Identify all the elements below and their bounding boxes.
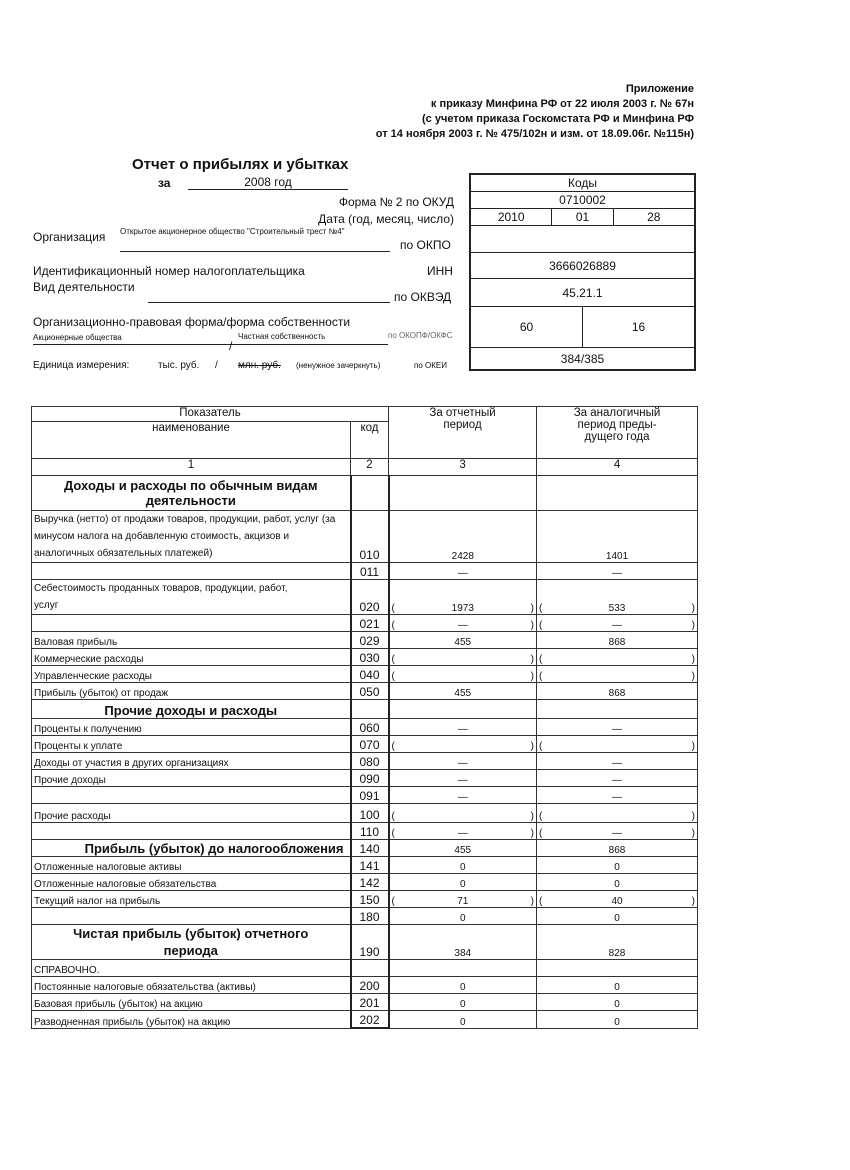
inn-text: Идентификационный номер налогоплательщика bbox=[33, 264, 305, 278]
paren-close: ) bbox=[530, 811, 535, 822]
value: 533 bbox=[608, 603, 626, 614]
row-previous bbox=[537, 649, 698, 666]
row-previous: — bbox=[537, 719, 698, 736]
row-code: 080 bbox=[351, 753, 389, 770]
codes-title-row bbox=[471, 175, 694, 192]
table-row bbox=[32, 823, 698, 840]
row-code: 190 bbox=[351, 925, 389, 960]
table-row bbox=[32, 632, 698, 649]
form-label: Форма № 2 по ОКУД bbox=[338, 195, 454, 209]
row-name bbox=[32, 908, 351, 925]
paren-close: ) bbox=[691, 654, 696, 665]
row-current: 0 bbox=[389, 1011, 537, 1029]
row-name: Управленческие расходы bbox=[32, 666, 351, 683]
unit-thousands: тыс. руб. bbox=[158, 360, 200, 371]
table-row bbox=[32, 804, 698, 823]
row-name: Себестоимость проданных товаров, продукции, работ, услуг bbox=[32, 580, 351, 615]
table-row bbox=[32, 719, 698, 736]
appendix-line: Приложение bbox=[625, 83, 694, 95]
row-name: Разводненная прибыль (убыток) на акцию bbox=[32, 1011, 351, 1029]
paren-close: ) bbox=[691, 620, 696, 631]
date-label: Дата (год, месяц, число) bbox=[318, 212, 454, 226]
row-current bbox=[389, 580, 537, 615]
row-code: 100 bbox=[351, 804, 389, 823]
row-code: 090 bbox=[351, 770, 389, 787]
col-number: 4 bbox=[537, 459, 698, 476]
paren-close: ) bbox=[530, 896, 535, 907]
row-current: 455 bbox=[389, 840, 537, 857]
header-current: За отчетный период bbox=[389, 407, 537, 459]
paren-open: ( bbox=[539, 741, 543, 752]
row-code: 142 bbox=[351, 874, 389, 891]
row-name: Прибыль (убыток) до налогообложения bbox=[32, 840, 351, 857]
row-name: Отложенные налоговые обязательства bbox=[32, 874, 351, 891]
row-previous: — bbox=[537, 787, 698, 804]
row-name: Доходы от участия в других организациях bbox=[32, 753, 351, 770]
row-code: 141 bbox=[351, 857, 389, 874]
row-current: — bbox=[389, 753, 537, 770]
table-row bbox=[32, 666, 698, 683]
row-name: Чистая прибыль (убыток) отчетного периода bbox=[32, 925, 351, 960]
row-name: Постоянные налоговые обязательства (активы) bbox=[32, 977, 351, 994]
row-name: Выручка (нетто) от продажи товаров, продукции, работ, услуг (за минусом налога на добавленную стоимость, акцизов и аналогичных обязательных платежей) bbox=[32, 511, 351, 563]
table-row bbox=[32, 753, 698, 770]
section-title: Доходы и расходы по обычным видам деятельности bbox=[32, 476, 351, 511]
row-current: 455 bbox=[389, 683, 537, 700]
paren-close: ) bbox=[530, 654, 535, 665]
table-row bbox=[32, 1011, 698, 1029]
okud-row bbox=[471, 192, 694, 209]
row-code: 029 bbox=[351, 632, 389, 649]
row-previous bbox=[537, 804, 698, 823]
row-current: — bbox=[389, 787, 537, 804]
row-current bbox=[389, 666, 537, 683]
table-row bbox=[32, 770, 698, 787]
unit-label: Единица измерения: bbox=[33, 360, 130, 371]
appendix-line: к приказу Минфина РФ от 22 июля 2003 г. № 67н bbox=[430, 98, 694, 110]
row-name: Валовая прибыль bbox=[32, 632, 351, 649]
report-title: Отчет о прибылях и убытках bbox=[132, 156, 349, 173]
row-code: 011 bbox=[351, 563, 389, 580]
header-indicator: Показатель bbox=[32, 407, 389, 422]
value: — bbox=[457, 828, 468, 839]
appendix-line: (с учетом приказа Госкомстата РФ и Минфина РФ bbox=[421, 113, 694, 125]
date-day: 28 bbox=[613, 209, 694, 225]
paren-open: ( bbox=[391, 603, 395, 614]
row-code: 091 bbox=[351, 787, 389, 804]
value: — bbox=[612, 828, 623, 839]
table-row bbox=[32, 649, 698, 666]
section-row bbox=[32, 700, 698, 719]
date-row bbox=[471, 209, 694, 226]
row-previous bbox=[537, 823, 698, 840]
table-row bbox=[32, 511, 698, 563]
code-cell bbox=[351, 476, 389, 511]
paren-open: ( bbox=[539, 620, 543, 631]
empty-cell bbox=[537, 700, 698, 719]
okei-row bbox=[471, 348, 694, 369]
table-row bbox=[32, 840, 698, 857]
row-previous bbox=[537, 736, 698, 753]
section-row bbox=[32, 476, 698, 511]
empty-cell bbox=[537, 476, 698, 511]
empty-cell bbox=[389, 960, 537, 977]
value: 40 bbox=[611, 896, 623, 907]
paren-open: ( bbox=[539, 896, 543, 907]
income-statement-table bbox=[31, 406, 698, 1029]
empty-cell bbox=[537, 960, 698, 977]
table-row bbox=[32, 563, 698, 580]
paren-close: ) bbox=[691, 828, 696, 839]
table-header-numbers bbox=[32, 459, 698, 476]
table-row bbox=[32, 787, 698, 804]
row-current: 0 bbox=[389, 874, 537, 891]
okved-label: по ОКВЭД bbox=[394, 290, 452, 304]
row-code: 202 bbox=[351, 1011, 389, 1029]
row-code: 020 bbox=[351, 580, 389, 615]
row-previous bbox=[537, 580, 698, 615]
paren-close: ) bbox=[530, 828, 535, 839]
header-previous: За аналогичный период преды- дущего года bbox=[537, 407, 698, 459]
paren-open: ( bbox=[391, 620, 395, 631]
row-current: — bbox=[389, 719, 537, 736]
row-previous: 828 bbox=[537, 925, 698, 960]
codes-title: Коды bbox=[567, 176, 598, 190]
row-code: 201 bbox=[351, 994, 389, 1011]
okpo-label: по ОКПО bbox=[400, 238, 451, 252]
unit-slash: / bbox=[215, 360, 218, 371]
row-current: 384 bbox=[389, 925, 537, 960]
inn-code: 3666026889 bbox=[549, 258, 616, 273]
legal-form-value: Акционерные общества bbox=[33, 333, 122, 342]
row-previous: — bbox=[537, 563, 698, 580]
row-code: 110 bbox=[351, 823, 389, 840]
row-previous: 868 bbox=[537, 840, 698, 857]
paren-close: ) bbox=[530, 603, 535, 614]
paren-close: ) bbox=[691, 741, 696, 752]
value: 1973 bbox=[451, 603, 474, 614]
row-previous: — bbox=[537, 770, 698, 787]
row-current: 455 bbox=[389, 632, 537, 649]
appendix-line: от 14 ноября 2003 г. № 475/102н и изм. от 18.09.06г. №115н) bbox=[375, 128, 694, 140]
header-code: код bbox=[351, 422, 389, 459]
row-name: Коммерческие расходы bbox=[32, 649, 351, 666]
row-current bbox=[389, 615, 537, 632]
paren-close: ) bbox=[691, 603, 696, 614]
row-current bbox=[389, 649, 537, 666]
date-month: 01 bbox=[551, 209, 612, 225]
row-previous: 868 bbox=[537, 683, 698, 700]
row-code: 200 bbox=[351, 977, 389, 994]
period-prefix: за bbox=[158, 176, 171, 190]
paren-open: ( bbox=[391, 896, 395, 907]
value: 71 bbox=[457, 896, 469, 907]
organization-label: Организация bbox=[33, 230, 106, 244]
col-number: 2 bbox=[351, 459, 389, 476]
okopf-label: по ОКОПФ/ОКФС bbox=[388, 331, 453, 340]
row-current: — bbox=[389, 770, 537, 787]
value: — bbox=[612, 620, 623, 631]
table-row bbox=[32, 683, 698, 700]
okopf-code: 60 bbox=[519, 320, 534, 334]
activity-label: Вид деятельности bbox=[33, 280, 135, 294]
appendix-note bbox=[376, 82, 694, 142]
activity-value bbox=[148, 290, 390, 303]
row-previous bbox=[537, 891, 698, 908]
row-code: 030 bbox=[351, 649, 389, 666]
col-number: 3 bbox=[389, 459, 537, 476]
okpo-row bbox=[471, 226, 694, 253]
row-previous: — bbox=[537, 753, 698, 770]
section-title: Прочие доходы и расходы bbox=[32, 700, 351, 719]
row-current: 0 bbox=[389, 857, 537, 874]
inn-row bbox=[471, 253, 694, 279]
date-year: 2010 bbox=[497, 210, 525, 224]
row-name bbox=[32, 615, 351, 632]
row-name: Прибыль (убыток) от продаж bbox=[32, 683, 351, 700]
table-row bbox=[32, 960, 698, 977]
row-code: 070 bbox=[351, 736, 389, 753]
row-code: 010 bbox=[351, 511, 389, 563]
row-name: Базовая прибыль (убыток) на акцию bbox=[32, 994, 351, 1011]
value: — bbox=[457, 620, 468, 631]
row-name: Проценты к уплате bbox=[32, 736, 351, 753]
organization-name: Открытое акционерное общество "Строительный трест №4" bbox=[120, 227, 345, 236]
table-row bbox=[32, 580, 698, 615]
report-period: 2008 год bbox=[188, 175, 348, 190]
paren-open: ( bbox=[539, 603, 543, 614]
codes-box bbox=[469, 173, 696, 371]
row-name: Отложенные налоговые активы bbox=[32, 857, 351, 874]
unit-note: (ненужное зачеркнуть) bbox=[296, 361, 381, 370]
row-code: 060 bbox=[351, 719, 389, 736]
header-name: наименование bbox=[32, 422, 351, 459]
okved-row bbox=[471, 279, 694, 307]
row-previous: 0 bbox=[537, 1011, 698, 1029]
inn-label: ИНН bbox=[427, 264, 453, 278]
table-row bbox=[32, 891, 698, 908]
table-row bbox=[32, 925, 698, 960]
row-previous: 868 bbox=[537, 632, 698, 649]
paren-close: ) bbox=[530, 741, 535, 752]
okopf-row bbox=[471, 307, 694, 348]
legal-form-line bbox=[33, 343, 388, 345]
row-current bbox=[389, 804, 537, 823]
okfs-code: 16 bbox=[582, 307, 694, 347]
empty-cell bbox=[389, 700, 537, 719]
row-previous: 0 bbox=[537, 908, 698, 925]
row-code: 040 bbox=[351, 666, 389, 683]
row-current: 0 bbox=[389, 977, 537, 994]
paren-open: ( bbox=[391, 741, 395, 752]
okei-code: 384/385 bbox=[560, 351, 605, 366]
row-previous: 0 bbox=[537, 994, 698, 1011]
row-previous: 0 bbox=[537, 977, 698, 994]
row-previous: 0 bbox=[537, 857, 698, 874]
row-current: — bbox=[389, 563, 537, 580]
paren-close: ) bbox=[691, 896, 696, 907]
row-name: Прочие доходы bbox=[32, 770, 351, 787]
unit-millions: млн. руб. bbox=[238, 360, 281, 371]
okud-code: 0710002 bbox=[559, 193, 606, 207]
row-name bbox=[32, 787, 351, 804]
paren-close: ) bbox=[691, 811, 696, 822]
ownership-value: Частная собственность bbox=[238, 332, 326, 341]
organization-value bbox=[120, 227, 390, 252]
empty-cell bbox=[389, 476, 537, 511]
table-row bbox=[32, 994, 698, 1011]
row-previous bbox=[537, 666, 698, 683]
table-header-row bbox=[32, 407, 698, 422]
paren-open: ( bbox=[539, 828, 543, 839]
row-current: 0 bbox=[389, 908, 537, 925]
legal-form-slash: / bbox=[229, 339, 233, 353]
row-name: Проценты к получению bbox=[32, 719, 351, 736]
row-current bbox=[389, 891, 537, 908]
row-previous: 1401 bbox=[537, 511, 698, 563]
okei-label: по ОКЕИ bbox=[414, 361, 447, 370]
paren-open: ( bbox=[391, 654, 395, 665]
okved-code: 45.21.1 bbox=[562, 285, 603, 300]
row-current: 0 bbox=[389, 994, 537, 1011]
paren-open: ( bbox=[391, 811, 395, 822]
row-name: Прочие расходы bbox=[32, 804, 351, 823]
col-number: 1 bbox=[32, 459, 351, 476]
table-row bbox=[32, 874, 698, 891]
row-name bbox=[32, 823, 351, 840]
table-row bbox=[32, 736, 698, 753]
table-row bbox=[32, 977, 698, 994]
row-code: 140 bbox=[351, 840, 389, 857]
paren-close: ) bbox=[530, 620, 535, 631]
table-row bbox=[32, 857, 698, 874]
reference-label: СПРАВОЧНО. bbox=[32, 960, 351, 977]
paren-open: ( bbox=[539, 671, 543, 682]
paren-close: ) bbox=[530, 671, 535, 682]
row-name: Текущий налог на прибыль bbox=[32, 891, 351, 908]
code-cell bbox=[351, 700, 389, 719]
table-row bbox=[32, 615, 698, 632]
row-previous: 0 bbox=[537, 874, 698, 891]
row-previous bbox=[537, 615, 698, 632]
row-current: 2428 bbox=[389, 511, 537, 563]
row-code: 180 bbox=[351, 908, 389, 925]
legal-form-label: Организационно-правовая форма/форма собственности bbox=[33, 315, 351, 329]
row-current bbox=[389, 823, 537, 840]
row-code: 150 bbox=[351, 891, 389, 908]
code-cell bbox=[351, 960, 389, 977]
paren-close: ) bbox=[691, 671, 696, 682]
row-code: 021 bbox=[351, 615, 389, 632]
row-name bbox=[32, 563, 351, 580]
row-current bbox=[389, 736, 537, 753]
row-code: 050 bbox=[351, 683, 389, 700]
paren-open: ( bbox=[539, 811, 543, 822]
paren-open: ( bbox=[539, 654, 543, 665]
table-row bbox=[32, 908, 698, 925]
paren-open: ( bbox=[391, 828, 395, 839]
paren-open: ( bbox=[391, 671, 395, 682]
